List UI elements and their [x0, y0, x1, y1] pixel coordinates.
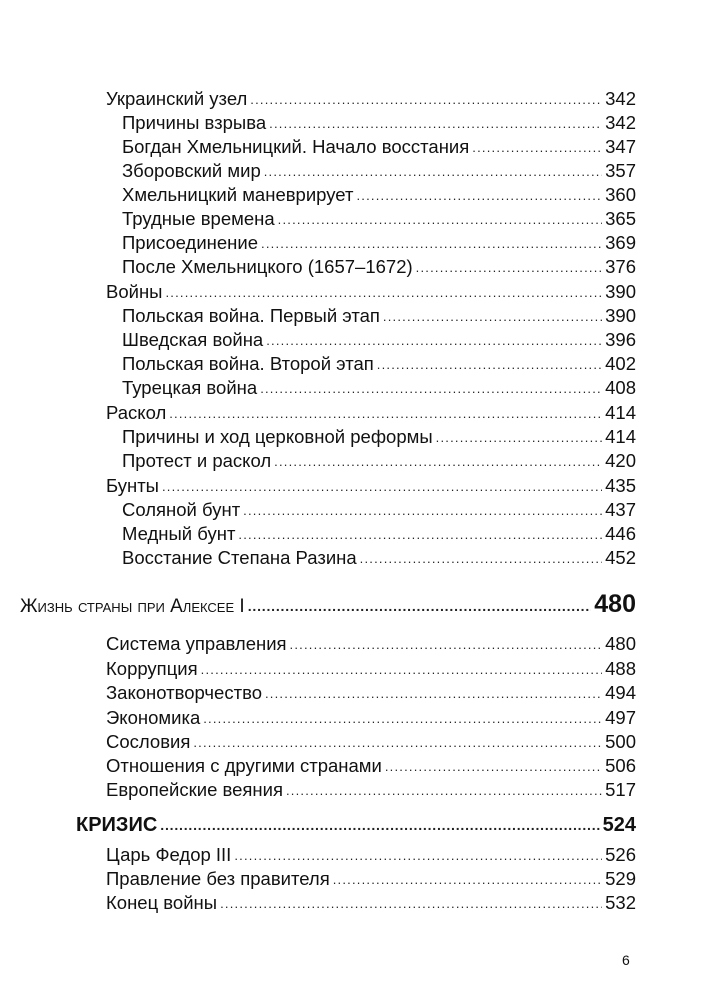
toc-entry-title: Присоединение: [122, 232, 259, 253]
toc-entry-page: 390: [605, 281, 636, 302]
page-number: 6: [622, 952, 630, 968]
toc-entry-page: 357: [605, 160, 636, 181]
toc-entry-title: Бунты: [106, 475, 159, 496]
toc-entry-page: 497: [605, 707, 636, 728]
leader-dots: [269, 112, 602, 136]
toc-entry-title: После Хмельницкого (1657–1672): [122, 256, 413, 277]
toc-entry-page: 488: [605, 658, 636, 679]
leader-dots: [162, 475, 602, 499]
toc-entry-title: Польская война. Второй этап: [122, 353, 374, 374]
toc-entry-page: 529: [605, 868, 636, 889]
toc-entry-section: [106, 754, 636, 778]
toc-entry-page: 480: [605, 633, 636, 654]
toc-entry-subsection: [122, 159, 636, 183]
leader-dots: [266, 329, 602, 353]
toc-entry-title: Европейские веяния: [106, 779, 283, 800]
toc-entry-page: 506: [605, 755, 636, 776]
toc-entry-title: Шведская война: [122, 329, 264, 350]
toc-entry-subsection: [122, 328, 636, 352]
toc-entry-page: 365: [605, 208, 636, 229]
toc-entry-section: [106, 401, 636, 425]
toc-entry-title: Зборовский мир: [122, 160, 261, 181]
toc-entry-title: Отношения с другими странами: [106, 755, 382, 776]
leader-dots: [385, 755, 602, 779]
toc-entry-title: Трудные времена: [122, 208, 275, 229]
toc-entry-page: 452: [605, 547, 636, 568]
toc-entry-page: 446: [605, 523, 636, 544]
leader-dots: [264, 160, 602, 184]
toc-entry-title: Конец войны: [106, 892, 218, 913]
toc-entry-title: Причины и ход церковной реформы: [122, 426, 433, 447]
leader-dots: [234, 844, 602, 868]
leader-dots: [286, 779, 602, 803]
leader-dots: [238, 523, 602, 547]
leader-dots: [356, 184, 602, 208]
toc-entry-page: 480: [594, 590, 636, 618]
toc-entry-section: [106, 474, 636, 498]
toc-entry-title: Коррупция: [106, 658, 198, 679]
toc-entry-subsection: [122, 207, 636, 231]
toc-entry-section: [106, 843, 636, 867]
toc-entry-page: 437: [605, 499, 636, 520]
toc-entry-title: КРИЗИС: [76, 814, 158, 836]
toc-entry-page: 494: [605, 682, 636, 703]
toc-entry-title: Соляной бунт: [122, 499, 241, 520]
toc-entry-subsection: [122, 183, 636, 207]
leader-dots: [360, 547, 602, 571]
toc-entry-page: 524: [602, 814, 636, 836]
toc-entry-page: 532: [605, 892, 636, 913]
toc-entry-subsection: [122, 522, 636, 546]
toc-entry-section: [106, 778, 636, 802]
leader-dots: [416, 256, 602, 280]
leader-dots: [248, 591, 592, 621]
leader-dots: [243, 499, 602, 523]
leader-dots: [274, 450, 602, 474]
toc-entry-page: 408: [605, 377, 636, 398]
toc-entry-subsection: [122, 498, 636, 522]
leader-dots: [220, 892, 602, 916]
toc-chapter-heading: [76, 811, 636, 839]
leader-dots: [260, 377, 602, 401]
toc-entry-page: 342: [605, 112, 636, 133]
toc-entry-page: 376: [605, 256, 636, 277]
leader-dots: [193, 731, 602, 755]
toc-entry-title: Сословия: [106, 731, 191, 752]
leader-dots: [201, 658, 602, 682]
toc-entry-page: 420: [605, 450, 636, 471]
toc-entry-title: Раскол: [106, 402, 167, 423]
toc-entry-page: 526: [605, 844, 636, 865]
toc-entry-section: [106, 657, 636, 681]
toc-entry-title: Протест и раскол: [122, 450, 272, 471]
toc-entry-title: Украинский узел: [106, 88, 248, 109]
toc-entry-page: 390: [605, 305, 636, 326]
toc-entry-subsection: [122, 449, 636, 473]
leader-dots: [250, 88, 602, 112]
toc-entry-page: 342: [605, 88, 636, 109]
toc-entry-title: Законотворчество: [106, 682, 262, 703]
toc-entry-title: Богдан Хмельницкий. Начало восстания: [122, 136, 470, 157]
toc-entry-title: Войны: [106, 281, 163, 302]
leader-dots: [377, 353, 602, 377]
toc-entry-title: Царь Федор III: [106, 844, 232, 865]
leader-dots: [333, 868, 602, 892]
leader-dots: [436, 426, 602, 450]
toc-entry-page: 369: [605, 232, 636, 253]
toc-entry-subsection: [122, 425, 636, 449]
toc-entry-section: [106, 280, 636, 304]
toc-part-heading: [20, 589, 636, 619]
toc-entry-page: 500: [605, 731, 636, 752]
leader-dots: [383, 305, 602, 329]
toc-entry-page: 517: [605, 779, 636, 800]
toc-entry-section: [106, 681, 636, 705]
toc-entry-section: [106, 706, 636, 730]
toc-entry-title: Хмельницкий маневрирует: [122, 184, 354, 205]
toc-entry-subsection: [122, 352, 636, 376]
toc-entry-subsection: [122, 231, 636, 255]
toc-entry-title: Жизнь страны при Алексее I: [20, 596, 245, 617]
toc-entry-page: 347: [605, 136, 636, 157]
toc-entry-title: Система управления: [106, 633, 287, 654]
toc-entry-title: Экономика: [106, 707, 201, 728]
toc-entry-subsection: [122, 255, 636, 279]
toc-entry-subsection: [122, 304, 636, 328]
toc-entry-subsection: [122, 546, 636, 570]
toc-entry-section: [106, 632, 636, 656]
toc-entry-subsection: [122, 111, 636, 135]
leader-dots: [472, 136, 602, 160]
toc-entry-title: Восстание Степана Разина: [122, 547, 357, 568]
leader-dots: [203, 707, 602, 731]
toc-entry-page: 396: [605, 329, 636, 350]
toc-entry-title: Медный бунт: [122, 523, 236, 544]
toc-entry-section: [106, 891, 636, 915]
toc-entry-page: 414: [605, 426, 636, 447]
leader-dots: [278, 208, 602, 232]
leader-dots: [160, 811, 599, 839]
toc-entry-title: Правление без правителя: [106, 868, 330, 889]
toc-entry-section: [106, 87, 636, 111]
leader-dots: [265, 682, 602, 706]
toc-entry-title: Турецкая война: [122, 377, 258, 398]
leader-dots: [290, 633, 603, 657]
leader-dots: [261, 232, 602, 256]
leader-dots: [165, 281, 602, 305]
toc-entry-section: [106, 867, 636, 891]
toc-entry-page: 402: [605, 353, 636, 374]
leader-dots: [169, 402, 602, 426]
toc-entry-title: Польская война. Первый этап: [122, 305, 380, 326]
toc-entry-page: 435: [605, 475, 636, 496]
toc-entry-section: [106, 730, 636, 754]
toc-entry-title: Причины взрыва: [122, 112, 267, 133]
toc-entry-page: 360: [605, 184, 636, 205]
toc-entry-subsection: [122, 135, 636, 159]
toc-entry-page: 414: [605, 402, 636, 423]
toc-entry-subsection: [122, 376, 636, 400]
